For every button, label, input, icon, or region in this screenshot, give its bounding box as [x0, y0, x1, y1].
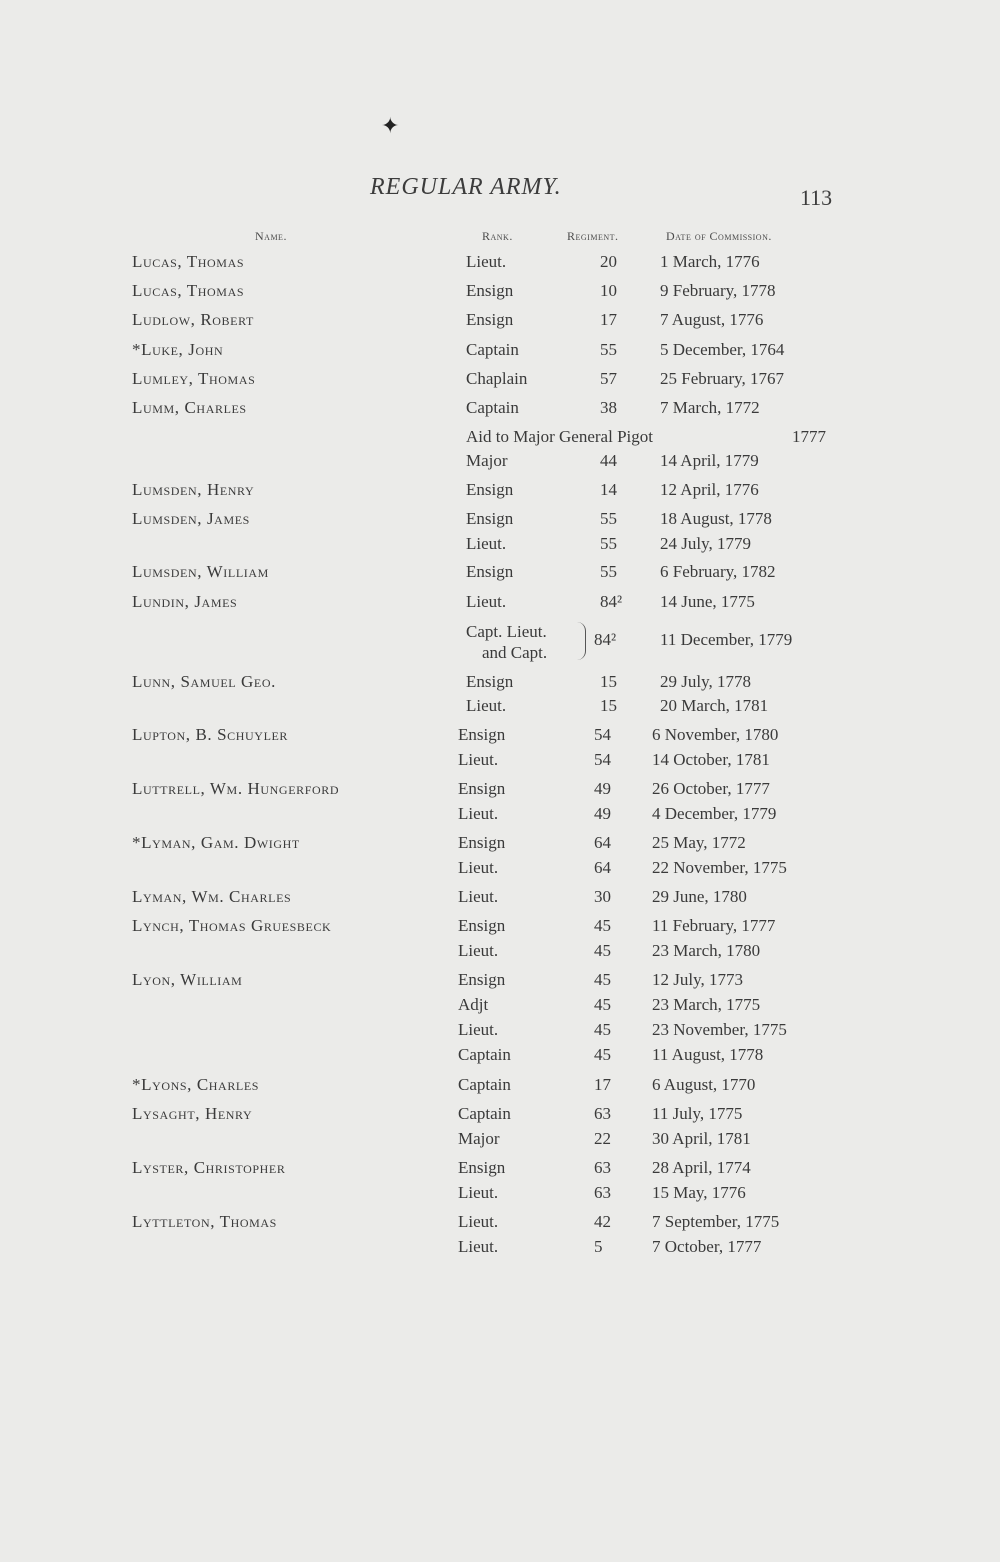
table-row: [0, 281, 1000, 307]
rank-cell: Lieut.: [458, 1183, 499, 1202]
header-date: Date of Commission.: [666, 229, 772, 243]
commission-date: 23 March, 1780: [652, 941, 761, 960]
table-row: [0, 750, 1000, 776]
commission-date: 9 February, 1778: [660, 281, 776, 300]
header-name: Name.: [255, 229, 287, 243]
rank-cell: Ensign: [466, 310, 514, 329]
table-row: [0, 833, 1000, 859]
commission-date: 1777: [792, 427, 826, 446]
rank-cell: Captain: [458, 1104, 511, 1123]
commission-date: 29 June, 1780: [652, 887, 747, 906]
commission-date: 14 October, 1781: [652, 750, 770, 769]
commission-date: 11 December, 1779: [660, 630, 793, 649]
officer-name: Ludlow, Robert: [132, 310, 254, 329]
rank-cell: Ensign: [466, 281, 514, 300]
rank-cell: Lieut.: [466, 252, 507, 271]
table-row: [0, 1075, 1000, 1101]
rank-cell: Lieut.: [466, 534, 507, 553]
officer-name: Lyman, Wm. Charles: [132, 887, 292, 906]
regiment-number: 45: [594, 916, 611, 935]
table-row: [0, 310, 1000, 336]
table-row: [0, 970, 1000, 996]
table-row: [0, 725, 1000, 751]
regiment-number: 17: [594, 1075, 611, 1094]
regiment-number: 55: [600, 534, 617, 553]
table-row: [0, 398, 1000, 424]
commission-date: 6 November, 1780: [652, 725, 779, 744]
commission-date: 15 May, 1776: [652, 1183, 746, 1202]
commission-date: 26 October, 1777: [652, 779, 770, 798]
commission-date: 22 November, 1775: [652, 858, 787, 877]
table-row: [0, 252, 1000, 278]
commission-date: 1 March, 1776: [660, 252, 760, 271]
table-row: [0, 451, 1000, 477]
table-row: [0, 369, 1000, 395]
regiment-number: 15: [600, 696, 617, 715]
rank-cell: Ensign: [458, 970, 506, 989]
officer-name: Lyster, Christopher: [132, 1158, 286, 1177]
officer-name: Lysaght, Henry: [132, 1104, 253, 1123]
regiment-number: 49: [594, 779, 611, 798]
rank-cell: Lieut.: [458, 941, 499, 960]
regiment-number: 45: [594, 970, 611, 989]
table-row: [0, 509, 1000, 535]
officer-name: *Luke, John: [132, 340, 224, 359]
table-row: [0, 696, 1000, 722]
rank-cell: Major: [466, 451, 508, 470]
rank-cell: Captain: [466, 340, 519, 359]
officer-name: Lumsden, William: [132, 562, 269, 581]
regiment-number: 14: [600, 480, 617, 499]
table-row: [0, 916, 1000, 942]
commission-date: 11 July, 1775: [652, 1104, 743, 1123]
header-rank: Rank.: [482, 229, 513, 243]
table-row: [0, 340, 1000, 366]
table-row: [0, 622, 1000, 662]
officer-name: *Lyman, Gam. Dwight: [132, 833, 300, 852]
rank-cell: Ensign: [458, 916, 506, 935]
officer-name: Lunn, Samuel Geo.: [132, 672, 276, 691]
table-row: [0, 779, 1000, 805]
commission-date: 18 August, 1778: [660, 509, 772, 528]
rank-cell: Ensign: [466, 509, 514, 528]
table-row: [0, 941, 1000, 967]
table-row: [0, 858, 1000, 884]
table-row: [0, 995, 1000, 1021]
officer-name: Lupton, B. Schuyler: [132, 725, 289, 744]
rank-cell: Captain: [458, 1075, 511, 1094]
rank-cell-continued: and Capt.: [482, 643, 548, 662]
regiment-number: 45: [594, 995, 611, 1014]
regiment-number: 84²: [594, 630, 617, 649]
regiment-number: 45: [594, 941, 611, 960]
table-row: [0, 887, 1000, 913]
printer-mark: ✦: [381, 113, 400, 138]
table-row: [0, 1212, 1000, 1238]
commission-date: 11 February, 1777: [652, 916, 776, 935]
commission-date: 20 March, 1781: [660, 696, 769, 715]
page-number: 113: [800, 185, 833, 210]
officer-name: Luttrell, Wm. Hungerford: [132, 779, 340, 798]
table-row: [0, 534, 1000, 560]
rank-brace: [577, 622, 586, 660]
rank-cell: Lieut.: [466, 696, 507, 715]
commission-date: 4 December, 1779: [652, 804, 777, 823]
officer-name: Lyon, William: [132, 970, 243, 989]
rank-cell: Adjt: [458, 995, 489, 1014]
regiment-number: 45: [594, 1020, 611, 1039]
rank-cell: Ensign: [466, 480, 514, 499]
rank-cell: Captain: [466, 398, 519, 417]
regiment-number: 22: [594, 1129, 611, 1148]
rank-cell: Lieut.: [458, 887, 499, 906]
regiment-number: 44: [600, 451, 617, 470]
regiment-number: 63: [594, 1158, 611, 1177]
commission-date: 6 August, 1770: [652, 1075, 756, 1094]
commission-date: 7 August, 1776: [660, 310, 764, 329]
table-row: [0, 427, 1000, 453]
regiment-number: 54: [594, 750, 611, 769]
table-row: [0, 1104, 1000, 1130]
regiment-number: 64: [594, 858, 611, 877]
regiment-number: 38: [600, 398, 617, 417]
rank-cell: Aid to Major General Pigot: [466, 427, 653, 446]
rank-cell: Lieut.: [466, 592, 507, 611]
table-row: [0, 1020, 1000, 1046]
regiment-number: 63: [594, 1104, 611, 1123]
regiment-number: 54: [594, 725, 611, 744]
officer-name: Lyttleton, Thomas: [132, 1212, 277, 1231]
rank-cell: Captain: [458, 1045, 511, 1064]
regiment-number: 10: [600, 281, 617, 300]
officer-name: Lucas, Thomas: [132, 281, 245, 300]
officer-name: Lumm, Charles: [132, 398, 247, 417]
rank-cell: Ensign: [458, 779, 506, 798]
commission-date: 23 November, 1775: [652, 1020, 787, 1039]
officer-name: Lumley, Thomas: [132, 369, 256, 388]
regiment-number: 63: [594, 1183, 611, 1202]
rank-cell: Ensign: [466, 562, 514, 581]
commission-date: 25 May, 1772: [652, 833, 746, 852]
regiment-number: 30: [594, 887, 611, 906]
page-title: REGULAR ARMY.: [370, 174, 562, 200]
regiment-number: 55: [600, 340, 617, 359]
table-row: [0, 480, 1000, 506]
regiment-number: 64: [594, 833, 611, 852]
commission-date: 12 April, 1776: [660, 480, 759, 499]
table-row: [0, 1158, 1000, 1184]
rank-cell: Ensign: [458, 1158, 506, 1177]
rank-cell: Ensign: [466, 672, 514, 691]
officer-name: Lucas, Thomas: [132, 252, 245, 271]
regiment-number: 55: [600, 509, 617, 528]
commission-date: 14 April, 1779: [660, 451, 759, 470]
table-row: [0, 592, 1000, 618]
rank-cell: Lieut.: [458, 804, 499, 823]
officer-name: Lumsden, James: [132, 509, 250, 528]
regiment-number: 5: [594, 1237, 603, 1256]
table-row: [0, 1129, 1000, 1155]
commission-date: 28 April, 1774: [652, 1158, 751, 1177]
officer-name: Lynch, Thomas Gruesbeck: [132, 916, 332, 935]
commission-date: 29 July, 1778: [660, 672, 751, 691]
commission-date: 25 February, 1767: [660, 369, 785, 388]
commission-date: 7 March, 1772: [660, 398, 760, 417]
commission-date: 6 February, 1782: [660, 562, 776, 581]
commission-date: 7 October, 1777: [652, 1237, 762, 1256]
commission-date: 11 August, 1778: [652, 1045, 764, 1064]
header-regiment: Regiment.: [567, 229, 619, 243]
regiment-number: 49: [594, 804, 611, 823]
commission-date: 12 July, 1773: [652, 970, 743, 989]
commission-date: 24 July, 1779: [660, 534, 751, 553]
table-row: [0, 804, 1000, 830]
rank-cell: Lieut.: [458, 1212, 499, 1231]
rank-cell: Chaplain: [466, 369, 528, 388]
table-row: [0, 1237, 1000, 1263]
regiment-number: 45: [594, 1045, 611, 1064]
commission-date: 7 September, 1775: [652, 1212, 780, 1231]
table-row: [0, 1183, 1000, 1209]
commission-date: 30 April, 1781: [652, 1129, 751, 1148]
regiment-number: 15: [600, 672, 617, 691]
officer-name: *Lyons, Charles: [132, 1075, 260, 1094]
regiment-number: 55: [600, 562, 617, 581]
regiment-number: 84²: [600, 592, 623, 611]
regiment-number: 57: [600, 369, 617, 388]
regiment-number: 20: [600, 252, 617, 271]
rank-cell: Ensign: [458, 833, 506, 852]
rank-cell: Capt. Lieut.: [466, 622, 547, 641]
commission-date: 5 December, 1764: [660, 340, 785, 359]
officer-name: Lumsden, Henry: [132, 480, 255, 499]
regiment-number: 42: [594, 1212, 611, 1231]
rank-cell: Ensign: [458, 725, 506, 744]
officer-name: Lundin, James: [132, 592, 238, 611]
rank-cell: Lieut.: [458, 1020, 499, 1039]
commission-date: 14 June, 1775: [660, 592, 755, 611]
rank-cell: Lieut.: [458, 750, 499, 769]
rank-cell: Lieut.: [458, 1237, 499, 1256]
table-row: [0, 562, 1000, 588]
table-row: [0, 672, 1000, 698]
commission-date: 23 March, 1775: [652, 995, 761, 1014]
regiment-number: 17: [600, 310, 617, 329]
rank-cell: Major: [458, 1129, 500, 1148]
rank-cell: Lieut.: [458, 858, 499, 877]
table-row: [0, 1045, 1000, 1071]
